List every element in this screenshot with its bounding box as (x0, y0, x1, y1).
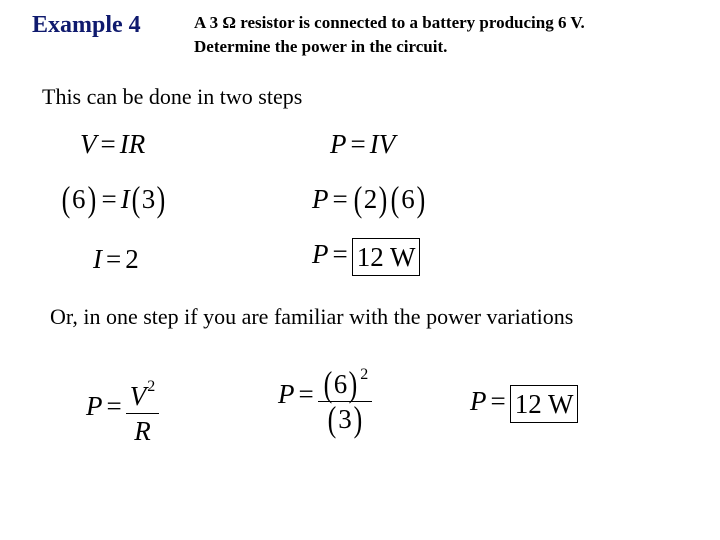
eq-var: P (312, 239, 329, 270)
boxed-answer: 12 W (510, 385, 579, 423)
equation-ohms-law: V = IR (80, 129, 146, 159)
problem-line-2: Determine the power in the circuit. (194, 37, 448, 56)
eq-var: I (93, 244, 102, 274)
outro-text: Or, in one step if you are familiar with the power variations (50, 304, 574, 329)
eq-var: P (278, 379, 295, 410)
eq-var: R (134, 416, 151, 446)
equation-power-law: P = IV (330, 129, 396, 159)
equation-substitution-right: P = (2)(6) (312, 179, 426, 219)
eq-value: 6 (333, 369, 348, 399)
eq-value: 6 (401, 184, 415, 214)
eq-var: IV (369, 129, 396, 159)
exponent: 2 (147, 378, 156, 395)
exponent: 2 (360, 366, 369, 383)
eq-var: IR (119, 129, 146, 159)
eq-var: P (312, 184, 329, 214)
boxed-answer: 12 W (352, 238, 421, 276)
equation-current-result: I = 2 (93, 244, 139, 274)
eq-value: 3 (338, 404, 352, 434)
equation-power-substitution: P = $\frac{(6) ^2}{(3)}$ (278, 358, 372, 436)
equation-power-result: P = 12 W (312, 238, 420, 276)
eq-var: I (120, 184, 130, 214)
eq-value: 2 (363, 184, 378, 214)
eq-var: V (129, 381, 147, 411)
fraction (126, 370, 160, 448)
equation-one-step-result: P = 12 W (470, 385, 578, 423)
problem-line-1: A 3 Ω resistor is connected to a battery producing 6 V. (194, 13, 585, 32)
eq-value: 3 (141, 184, 156, 214)
slide-title: Example 4 (32, 12, 141, 38)
eq-var: V (80, 129, 97, 159)
eq-value: 6 (72, 184, 86, 214)
problem-statement (194, 11, 585, 59)
eq-var: P (330, 129, 347, 159)
equation-power-variation: P = $\frac{V^2}{R}$ (86, 370, 159, 448)
eq-var: P (86, 391, 103, 422)
fraction: $\frac{(6) ^2}{(3)}$ (318, 358, 373, 436)
eq-value: 2 (125, 244, 139, 274)
equation-substitution-left: (6) = I(3) (61, 179, 166, 219)
intro-text: This can be done in two steps (42, 84, 303, 109)
eq-var: P (470, 386, 487, 417)
